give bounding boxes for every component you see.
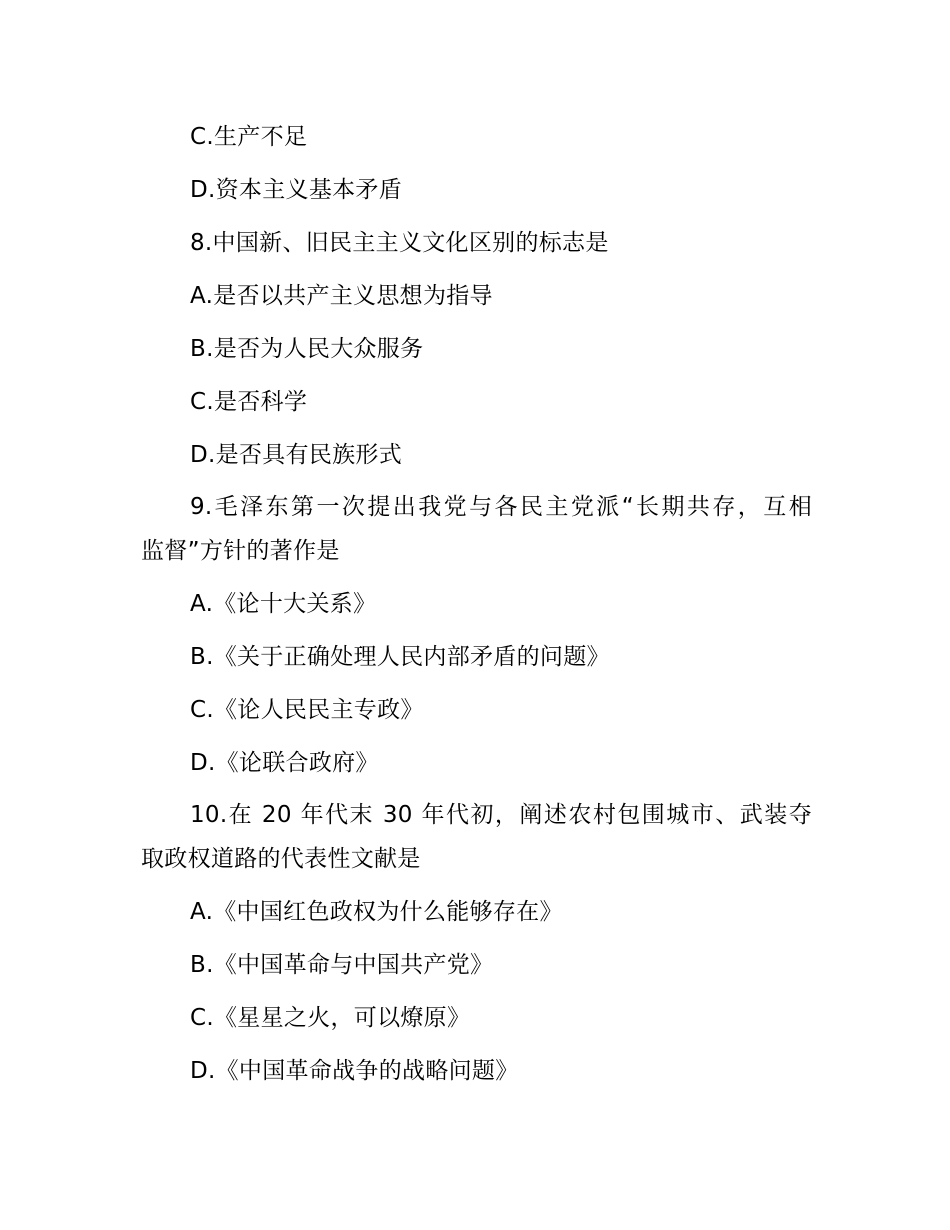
q9-stem-line2: 监督”方针的著作是 — [141, 538, 340, 564]
q10-option-b: B.《中国革命与中国共产党》 — [190, 952, 494, 978]
q8-option-d: D.是否具有民族形式 — [190, 442, 403, 468]
q8-option-b: B.是否为人民大众服务 — [190, 336, 424, 362]
q10-option-a: A.《中国红色政权为什么能够存在》 — [190, 899, 563, 925]
q9-option-a: A.《论十大关系》 — [190, 591, 377, 617]
q9-stem-line1: 9.毛泽东第一次提出我党与各民主党派“长期共存，互相 — [190, 494, 812, 520]
q9-option-c: C.《论人民民主专政》 — [190, 697, 424, 723]
q10-option-c: C.《星星之火，可以燎原》 — [190, 1005, 471, 1031]
q10-stem-line1: 10.在 20 年代末 30 年代初，阐述农村包围城市、武装夺 — [190, 802, 812, 828]
q10-option-d: D.《中国革命战争的战略问题》 — [190, 1058, 519, 1084]
q8-option-c: C.是否科学 — [190, 389, 308, 415]
q9-option-d: D.《论联合政府》 — [190, 750, 379, 776]
q9-option-b: B.《关于正确处理人民内部矛盾的问题》 — [190, 644, 610, 670]
q8-option-a: A.是否以共产主义思想为指导 — [190, 283, 493, 309]
q10-stem-line2: 取政权道路的代表性文献是 — [141, 846, 421, 872]
q7-option-d: D.资本主义基本矛盾 — [190, 177, 403, 203]
q8-stem: 8.中国新、旧民主主义文化区别的标志是 — [190, 230, 609, 256]
q7-option-c: C.生产不足 — [190, 124, 308, 150]
